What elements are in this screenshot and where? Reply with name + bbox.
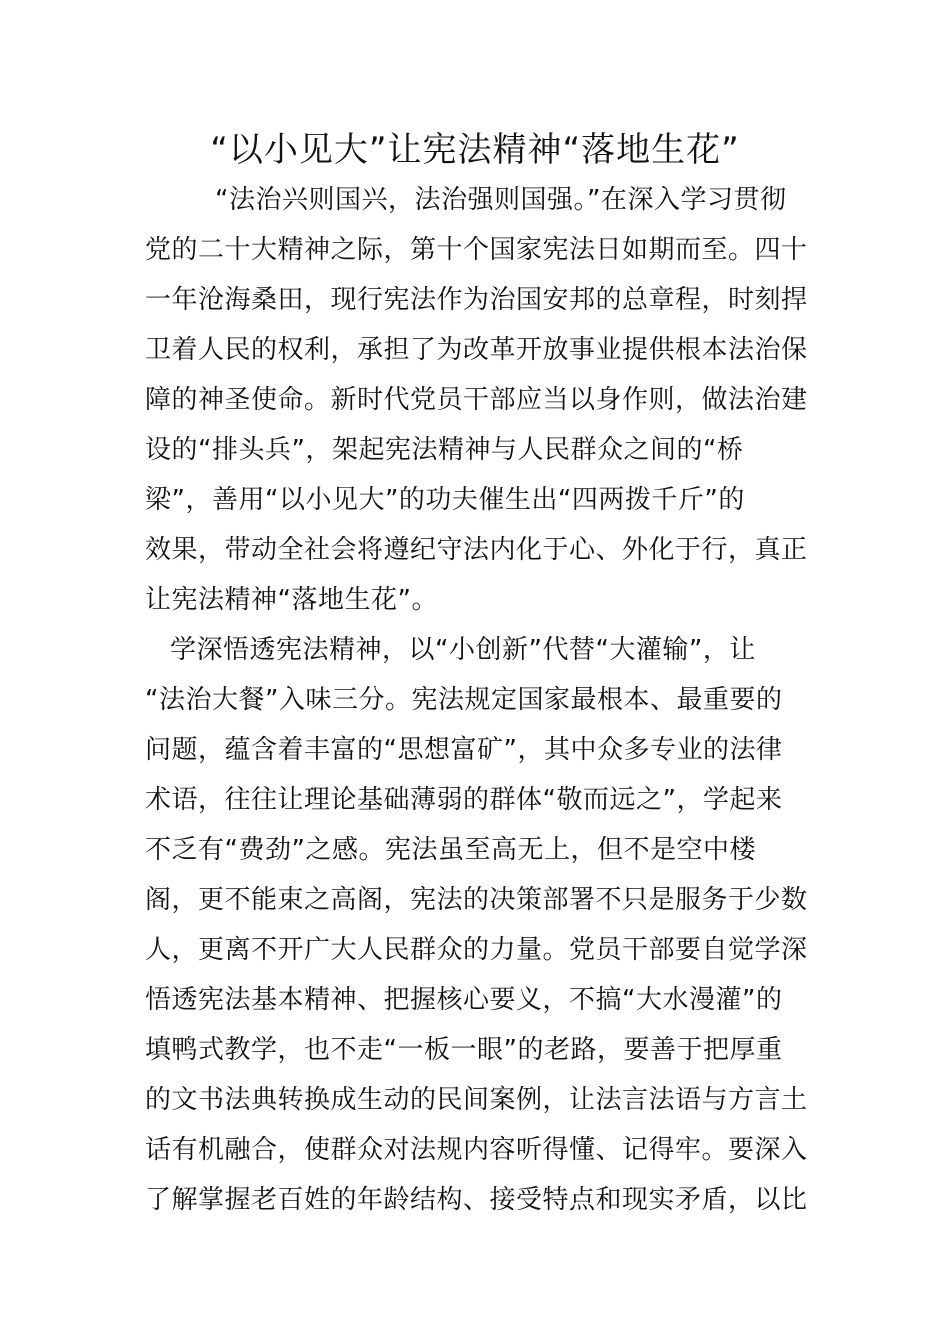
paragraph-line: “法治兴则国兴，法治强则国强。”在深入学习贯彻 xyxy=(215,185,787,215)
paragraph-line: 效果，带动全社会将遵纪守法内化于心、外化于行，真正 xyxy=(145,535,808,565)
document-title: “以小见大”让宪法精神“落地生花” xyxy=(210,130,740,170)
paragraph-line: 党的二十大精神之际，第十个国家宪法日如期而至。四十 xyxy=(145,235,808,265)
paragraph-line: 填鸭式教学，也不走“一板一眼”的老路，要善于把厚重 xyxy=(145,1035,783,1065)
paragraph-line: 人，更离不开广大人民群众的力量。党员干部要自觉学深 xyxy=(145,935,808,965)
paragraph-line: 悟透宪法基本精神、把握核心要义，不搞“大水漫灌”的 xyxy=(145,985,783,1015)
paragraph-line: 让宪法精神“落地生花”。 xyxy=(145,585,438,615)
paragraph-line: 一年沧海桑田，现行宪法作为治国安邦的总章程，时刻捍 xyxy=(145,285,808,315)
paragraph-line: 话有机融合，使群众对法规内容听得懂、记得牢。要深入 xyxy=(145,1135,808,1165)
paragraph-line: 学深悟透宪法精神，以“小创新”代替“大灌输”，让 xyxy=(170,635,756,665)
paragraph-line: 不乏有“费劲”之感。宪法虽至高无上，但不是空中楼 xyxy=(145,835,756,865)
paragraph-line: 了解掌握老百姓的年龄结构、接受特点和现实矛盾，以比 xyxy=(145,1185,808,1215)
paragraph-line: 术语，往往让理论基础薄弱的群体“敬而远之”，学起来 xyxy=(145,785,783,815)
paragraph-line: 卫着人民的权利，承担了为改革开放事业提供根本法治保 xyxy=(145,335,808,365)
paragraph-line: 阁，更不能束之高阁，宪法的决策部署不只是服务于少数 xyxy=(145,885,808,915)
paragraph-line: 问题，蕴含着丰富的“思想富矿”，其中众多专业的法律 xyxy=(145,735,783,765)
paragraph-line: 障的神圣使命。新时代党员干部应当以身作则，做法治建 xyxy=(145,385,808,415)
paragraph-line: 梁”，善用“以小见大”的功夫催生出“四两拨千斤”的 xyxy=(145,485,745,515)
paragraph-line: “法治大餐”入味三分。宪法规定国家最根本、最重要的 xyxy=(145,685,783,715)
paragraph-line: 的文书法典转换成生动的民间案例，让法言法语与方言土 xyxy=(145,1085,808,1115)
paragraph-line: 设的“排头兵”，架起宪法精神与人民群众之间的“桥 xyxy=(145,435,744,465)
